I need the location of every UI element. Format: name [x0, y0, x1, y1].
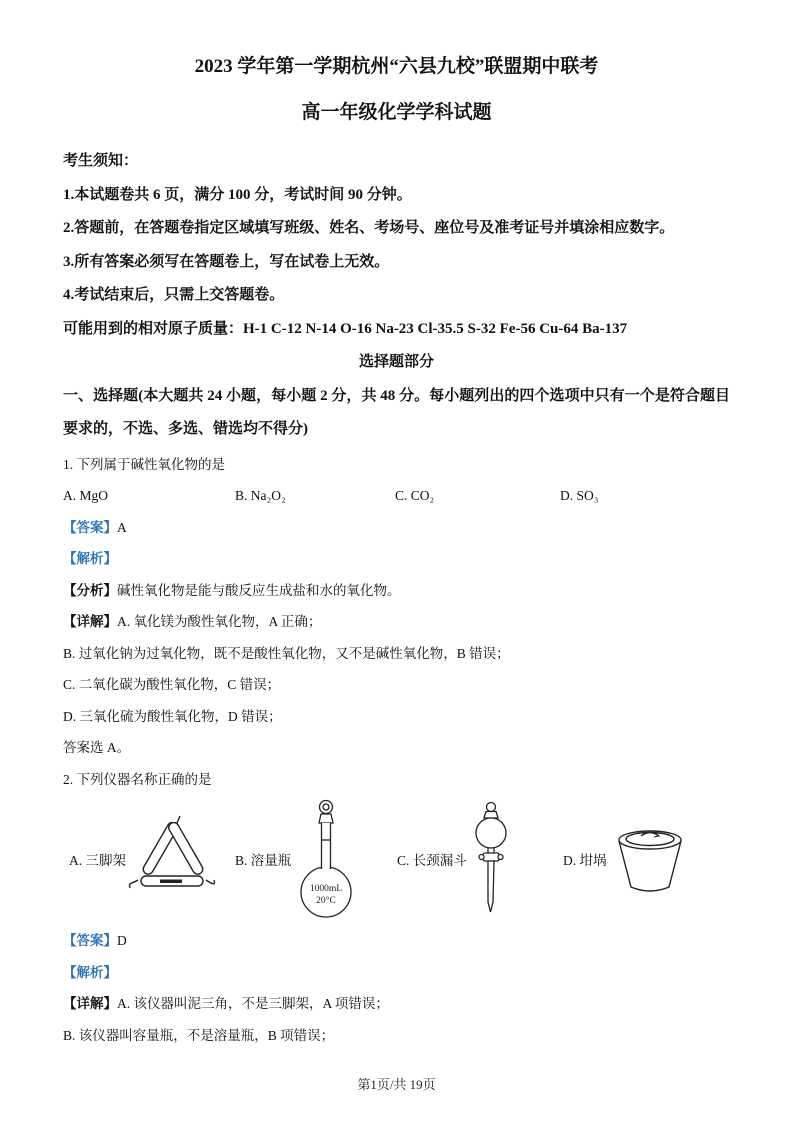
q1-analysis-label-line: [63, 543, 730, 575]
q2-answer-value: D: [117, 933, 127, 948]
crucible-figure: [611, 819, 689, 899]
q2-option-a-label: A. 三脚架: [69, 853, 126, 868]
q2-detail-a: A. 该仪器叫泥三角，不是三脚架，A 项错误；: [117, 996, 389, 1011]
analysis-label: 【解析】: [63, 551, 117, 566]
q1-option-d: D. SO₃: [560, 488, 599, 503]
flask-volume-text: 1000mL: [310, 884, 343, 894]
pipeclay-triangle-icon: [128, 814, 216, 904]
paper-title-line1: 2023 学年第一学期杭州“六县九校”联盟期中联考: [194, 56, 599, 77]
q2-option-d-label: D. 坩埚: [563, 853, 607, 868]
pipeclay-triangle-figure: [128, 814, 216, 904]
q2-option-c-group: [397, 801, 563, 917]
q2-option-d-group: [563, 819, 689, 899]
q1-fenxi-line: [63, 575, 730, 607]
q1-detail-d: D. 三氧化硫为酸性氧化物，D 错误；: [63, 708, 282, 724]
volumetric-flask-icon: [295, 799, 357, 919]
xiangjie-label: 【详解】: [63, 614, 117, 629]
q2-answer-line: [63, 925, 730, 957]
long-neck-funnel-figure: [470, 801, 512, 917]
q1-options-row: [63, 480, 730, 512]
q2-stem: 2. 下列仪器名称正确的是: [63, 771, 212, 787]
q2-figures-row: [63, 797, 730, 921]
xiangjie-label-2: 【详解】: [63, 996, 117, 1011]
q2-option-b-label: B. 溶量瓶: [235, 853, 292, 868]
q1-detail-a-line: [63, 606, 730, 638]
q1-detail-a: A. 氧化镁为酸性氧化物，A 正确；: [117, 614, 322, 629]
answer-label-2: 【答案】: [63, 933, 117, 948]
q1-detail-b: B. 过氧化钠为过氧化物，既不是酸性氧化物，又不是碱性氧化物，B 错误；: [63, 645, 510, 661]
notice-heading: 考生须知：: [63, 153, 139, 169]
notice-item-1: 1.本试题卷共 6 页，满分 100 分，考试时间 90 分钟。: [63, 186, 412, 203]
analysis-label-2: 【解析】: [63, 964, 117, 980]
q1-stem: 1. 下列属于碱性氧化物的是: [63, 456, 225, 472]
q1-detail-c: C. 二氧化碳为酸性氧化物，C 错误；: [63, 677, 281, 692]
q1-fenxi-text: 碱性氧化物是能与酸反应生成盐和水的氧化物。: [117, 582, 401, 598]
flask-temp-text: 20°C: [316, 896, 337, 906]
q2-option-a-group: [63, 814, 235, 904]
section-intro: 一、选择题(本大题共 24 小题，每小题 2 分，共 48 分。每小题列出的四个选项中只有一个是符合题目要求的，不选、多选、错选均不得分): [63, 387, 730, 437]
notice-item-2: 2.答题前，在答题卷指定区域填写班级、姓名、考场号、座位号及准考证号并填涂相应数字。: [63, 220, 675, 236]
q2-detail-b: B. 该仪器叫容量瓶，不是溶量瓶，B 项错误；: [63, 1027, 335, 1043]
q1-answer-line: [63, 512, 730, 544]
notice-item-4: 4.考试结束后，只需上交答题卷。: [63, 287, 285, 303]
q1-option-a: A. MgO: [63, 488, 109, 503]
fenxi-label: 【分析】: [63, 582, 117, 598]
q2-detail-a-line: [63, 988, 730, 1020]
q1-answer-value: A: [117, 519, 127, 535]
crucible-icon: [611, 819, 689, 899]
volumetric-flask-figure: [295, 799, 357, 919]
part-title: 选择题部分: [358, 354, 434, 370]
q2-option-b-group: [235, 799, 397, 919]
atomic-masses-line: 可能用到的相对原子质量：H-1 C-12 N-14 O-16 Na-23 Cl-35.5 S-32 Fe-56 Cu-64 Ba-137: [63, 320, 628, 337]
q2-option-c-label: C. 长颈漏斗: [397, 853, 467, 868]
answer-label: 【答案】: [63, 519, 117, 535]
notice-item-3: 3.所有答案必须写在答题卷上，写在试卷上无效。: [63, 253, 390, 270]
q1-conclusion: 答案选 A。: [63, 740, 131, 755]
separating-funnel-icon: [470, 801, 512, 917]
q1-option-b: B. Na₂O₂: [235, 488, 286, 503]
paper-title-line2: 高一年级化学学科试题: [301, 102, 492, 123]
page-footer: 第1页/共 19页: [357, 1077, 436, 1092]
q2-analysis-label-line: [63, 957, 730, 989]
q1-option-c: C. CO₂: [395, 488, 435, 503]
